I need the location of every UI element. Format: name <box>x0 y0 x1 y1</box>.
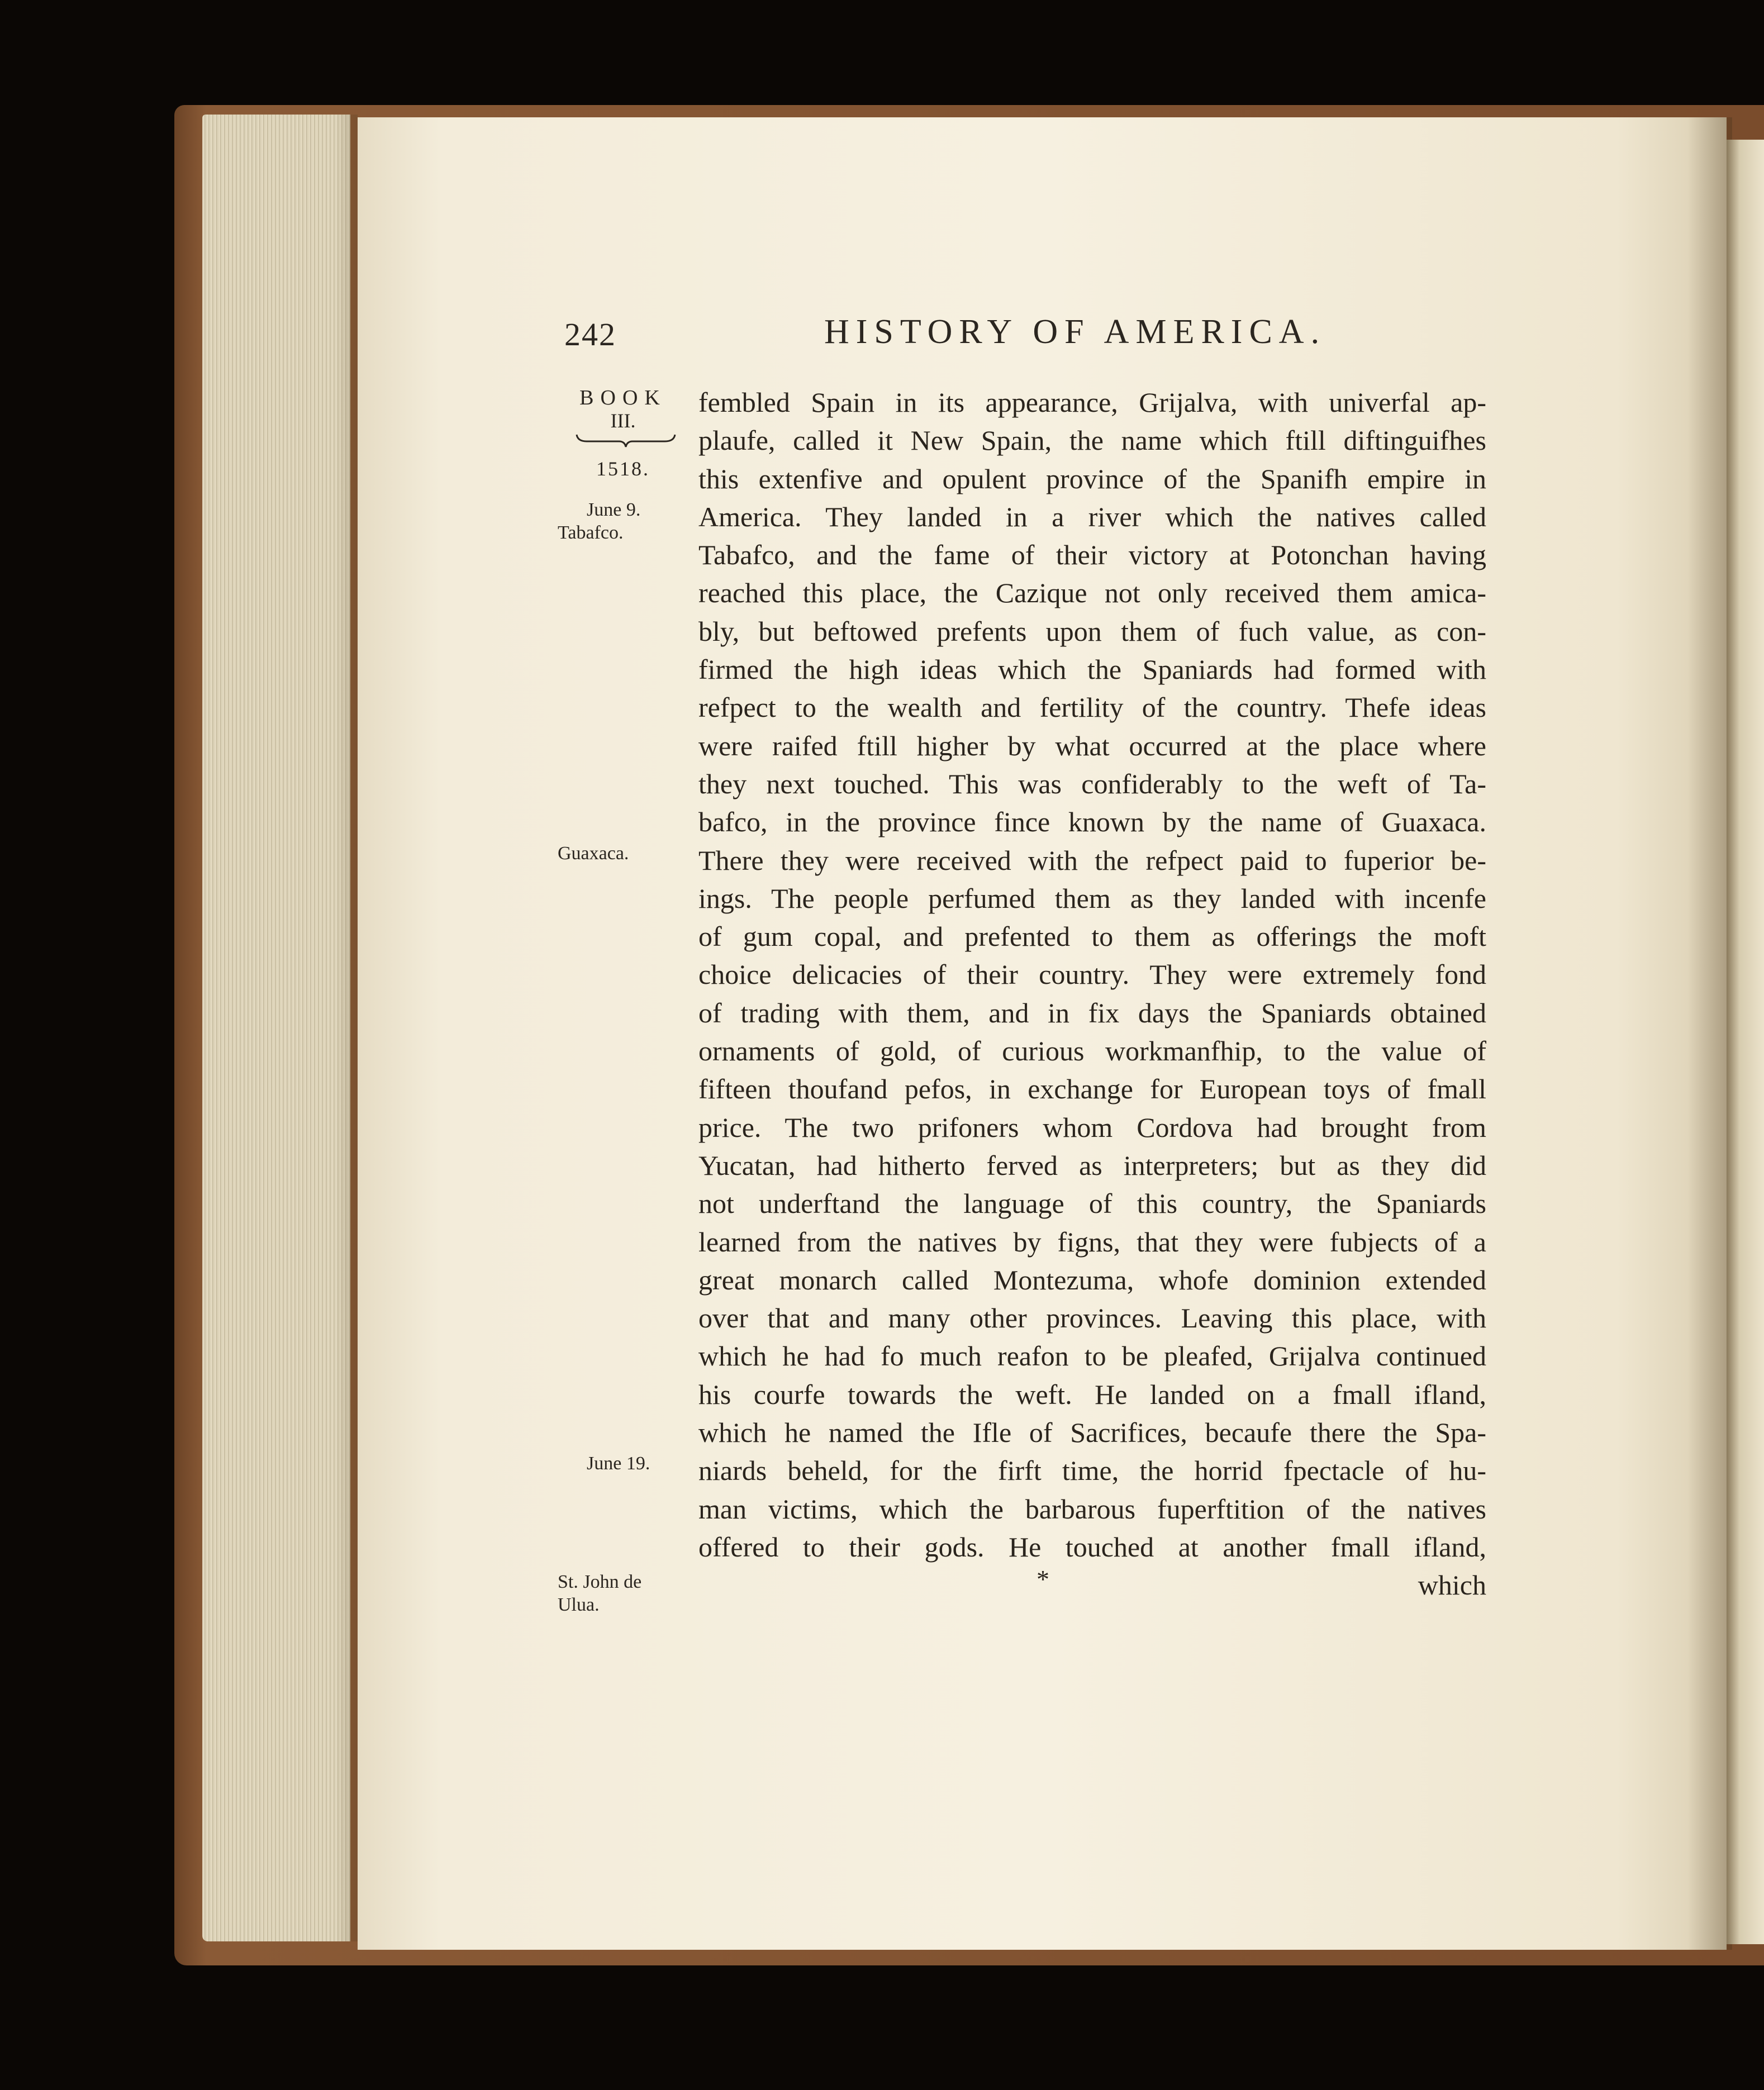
catchword: which <box>1418 1569 1486 1601</box>
running-title: HISTORY OF AMERICA. <box>824 313 1326 351</box>
text-line: fembled Spain in its appearance, Grijalva, with univerfal ap- <box>698 387 1486 418</box>
text-line: America. They landed in a river which the natives called <box>698 501 1486 532</box>
text-line: offered to their gods. He touched at another fmall ifland, <box>698 1531 1486 1563</box>
text-line: ornaments of gold, of curious workmanfhip, to the value of <box>698 1035 1486 1067</box>
text-line: firmed the high ideas which the Spaniards had formed with <box>698 654 1486 685</box>
book-number: III. <box>610 410 636 432</box>
text-line: which he named the Ifle of Sacrifices, becaufe there the Spa- <box>698 1417 1486 1449</box>
text-line: plaufe, called it New Spain, the name which ftill diftinguifhes <box>698 425 1486 456</box>
text-line: not underftand the language of this country, the Spaniards <box>698 1188 1486 1220</box>
book-label: BOOK <box>579 386 667 410</box>
text-line: Yucatan, had hitherto ferved as interpreters; but as they did <box>698 1149 1486 1181</box>
page-header <box>564 313 1492 366</box>
text-line: There they were received with the refpect paid to fuperior be- <box>698 844 1486 876</box>
text-line: price. The two prifoners whom Cordova had brought from <box>698 1111 1486 1143</box>
text-line: niards beheld, for the firft time, the horrid fpectacle of hu- <box>698 1455 1486 1487</box>
text-line: fifteen thoufand pefos, in exchange for European toys of fmall <box>698 1073 1486 1105</box>
text-line: learned from the natives by figns, that they were fubjects of a <box>698 1226 1486 1258</box>
text-line: were raifed ftill higher by what occurred at the place where <box>698 730 1486 761</box>
gutter-shadow <box>1687 117 1732 1950</box>
facing-page-edge <box>1727 140 1764 1944</box>
text-line: over that and many other provinces. Leaving this place, with <box>698 1302 1486 1334</box>
brace-ornament <box>576 432 676 449</box>
margin-note: Guaxaca. <box>558 842 629 864</box>
margin-note: June 9. <box>587 499 641 520</box>
text-line: bafco, in the province fince known by the name of Guaxaca. <box>698 806 1486 838</box>
text-line: Tabafco, and the fame of their victory at Potonchan having <box>698 539 1486 571</box>
text-line: of gum copal, and prefented to them as offerings the moft <box>698 921 1486 953</box>
margin-note: Tabafco. <box>558 522 624 543</box>
text-line: reached this place, the Cazique not only received them amica- <box>698 577 1486 609</box>
text-line: refpect to the wealth and fertility of the country. Thefe ideas <box>698 692 1486 723</box>
body-text <box>698 383 1486 1605</box>
text-line: his courfe towards the weft. He landed on a fmall ifland, <box>698 1378 1486 1410</box>
page-edges <box>202 115 350 1941</box>
page-edges-shadow <box>335 115 358 1941</box>
text-line: which he had fo much reafon to be pleafed, Grijalva continued <box>698 1340 1486 1372</box>
signature-mark: * <box>1036 1565 1049 1593</box>
margin-note: June 19. <box>587 1453 650 1474</box>
text-line: they next touched. This was confiderably to the weft of Ta- <box>698 768 1486 799</box>
text-line: great monarch called Montezuma, whofe dominion extended <box>698 1264 1486 1296</box>
margin-note: Ulua. <box>558 1594 600 1616</box>
text-line: man victims, which the barbarous fuperftition of the natives <box>698 1493 1486 1525</box>
page-number: 242 <box>564 316 616 353</box>
year-note: 1518. <box>596 458 650 480</box>
text-line: of trading with them, and in fix days the Spaniards obtained <box>698 997 1486 1029</box>
margin-note: St. John de <box>558 1572 642 1593</box>
text-line: bly, but beftowed prefents upon them of fuch value, as con- <box>698 615 1486 647</box>
text-line: choice delicacies of their country. They were extremely fond <box>698 959 1486 991</box>
text-line: ings. The people perfumed them as they landed with incenfe <box>698 882 1486 914</box>
text-line: this extenfive and opulent province of the Spanifh empire in <box>698 463 1486 494</box>
